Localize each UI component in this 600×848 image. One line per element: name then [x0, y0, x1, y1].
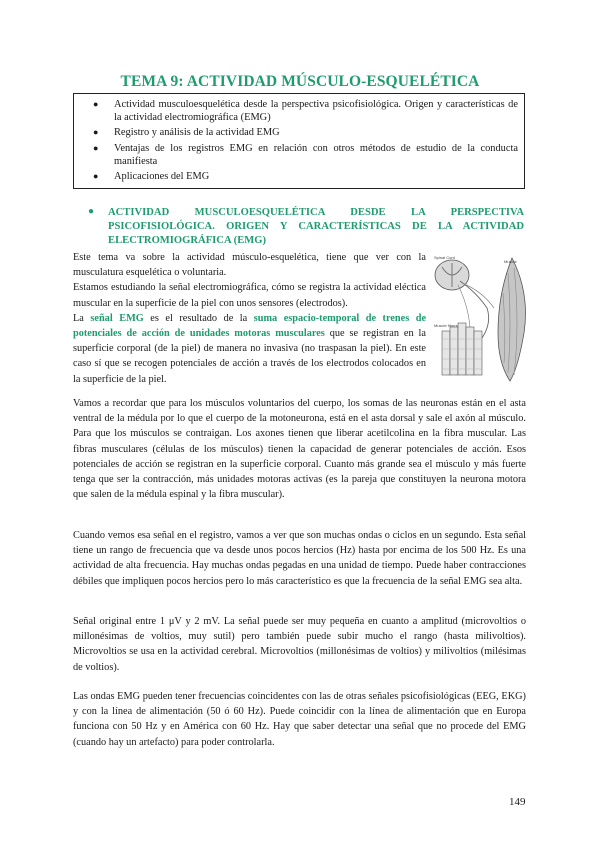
bullet-icon: ●: [93, 171, 99, 182]
motoneuron-paragraph: Vamos a recordar que para los músculos voluntarios del cuerpo, los somas de las neuronas están en el asta ventral de la médula por lo que el cuerpo de la motoneurona, está en el asta dorsal y sale el axón al músculo. Para que los músculos se contraigan. Los axones tienen que liberar acetilcolina en la fibra muscular. Las fibras musculares (células de los músculos) tienen la capacidad de generar potenciales de acción. Esos potenciales de acción se registran en la superficie corporal. Cuanto más grande sea el músculo y más fuerte tenga que ser la contracción, más unidades motoras activas (es la pareja que constituyen la neurona motora que salen de la médula espinal y la fibra muscular).: [73, 398, 526, 501]
svg-text:Muscle: Muscle: [504, 259, 517, 264]
bullet-icon: ●: [93, 99, 99, 109]
topic-outline-box: [73, 93, 525, 189]
motor-unit-illustration: [432, 253, 532, 383]
bullet-icon: ●: [93, 127, 99, 138]
bullet-icon: ●: [93, 142, 99, 153]
svg-text:Muscle fibers: Muscle fibers: [434, 323, 458, 328]
motor-unit-illustration-svg: [432, 253, 532, 383]
paragraph-text: Este tema va sobre la actividad músculo-esquelética, tiene que ver con la musculatura esquelética o voluntaria.: [73, 252, 426, 279]
page-title: TEMA 9: ACTIVIDAD MÚSCULO-ESQUELÉTICA: [120, 73, 480, 90]
emg-definition-paragraph: La señal EMG es el resultado de la suma espacio-temporal de trenes de potenciales de acción de unidades motoras musculares que se registran en la superficie corporal (de la piel) de manera no invasiva (no traspasan la piel). En este caso sí que se recogen potenciales de acción a través de los electrodos colocados en la superficie de la piel.: [73, 312, 427, 385]
outline-item: ● Aplicaciones del EMG: [93, 171, 210, 183]
bullet-icon: ●: [88, 206, 95, 217]
outline-item: ● Ventajas de los registros EMG en relación con otros métodos de estudio de la conducta manifiesta: [93, 142, 518, 167]
artifact-paragraph: Las ondas EMG pueden tener frecuencias coincidentes con las de otras señales psicofisiológicas (EEG, EKG) y con la línea de alimentación (50 ó 60 Hz). Puede coincidir con la línea de alimentación que en Europa funciona con 50 Hz y en América con 60 Hz. Hay que saber detectar una señal que no procede del EMG (cuando hay un artefacto) para poder controlarla.: [73, 691, 526, 748]
section-heading-text: ACTIVIDAD MUSCULOESQUELÉTICA DESDE LA PERSPECTIVA PSICOFISIOLÓGICA. ORIGEN Y CARACTERÍSTICAS DE LA ACTIVIDAD ELECTROMIOGRÁFICA (EMG): [108, 207, 524, 246]
frequency-paragraph: Cuando vemos esa señal en el registro, vamos a ver que son muchas ondas o ciclos en un segundo. Esta señal tiene un rango de frecuencia que va desde unos pocos hercios (Hz) hasta por encima de los 500 Hz. Es una actividad de alta frecuencia. Hay muchas ondas pegadas en una unidad de tiempo. Puede haber contracciones débiles que impliquen pocos hercios pero lo más característico es que la frecuencia de la señal EMG sea alta.: [73, 530, 526, 587]
page-number: 149: [509, 796, 526, 808]
outline-item: ● Registro y análisis de la actividad EMG: [93, 127, 280, 139]
section-heading: [88, 206, 524, 248]
highlight-term: suma espacio-temporal de trenes de potenciales de acción de unidades motoras musculares: [73, 312, 427, 340]
intro-paragraph: [73, 250, 426, 387]
highlight-term: señal EMG: [90, 312, 144, 324]
amplitude-paragraph: Señal original entre 1 μV y 2 mV. La señal puede ser muy pequeña en cuanto a amplitud (microvoltios o millonésimas de voltios, muy sutil) pero también puede subir mucho el rango (hasta milivoltios). Microvoltios se usa en la actividad cerebral. Microvoltios (millonésimas de voltios) y milivoltios (milésimas de voltios).: [73, 616, 526, 673]
paragraph-text: Estamos estudiando la señal electromiográfica, cómo se registra la actividad eléctica muscular en la superficie de la piel con unos sensores (electrodos).: [73, 282, 426, 309]
svg-text:Spinal Cord: Spinal Cord: [434, 255, 455, 260]
outline-item: ● Actividad musculoesquelética desde la perspectiva psicofisiológica. Origen y características de la actividad electromiográfica (EMG): [93, 99, 518, 124]
